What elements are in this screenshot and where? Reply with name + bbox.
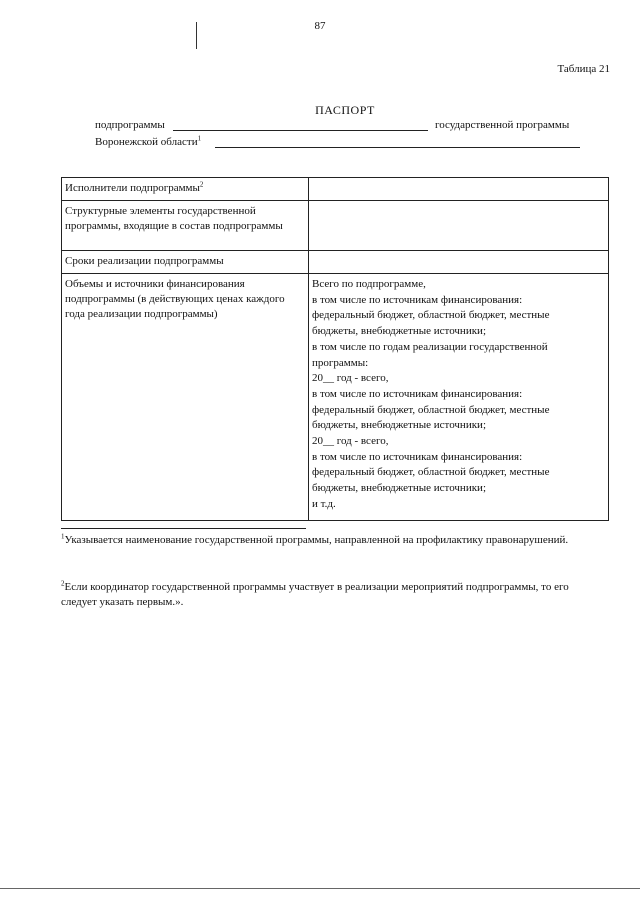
footnote-mark: 2 [61,579,65,588]
footnote-text: Если координатор государственной программы участвует в реализации мероприятий подпрограммы, то его следует указать первым.». [61,581,569,608]
footnote-ref-1: 1 [197,134,202,143]
financing-line: федеральный бюджет, областной бюджет, местные [312,466,550,479]
financing-label: Объемы и источники финансирования подпрограммы (в действующих ценах каждого года реализации подпрограммы) [65,278,285,320]
table-row-timeline [62,251,608,274]
passport-table [61,177,609,521]
footnote-separator [61,528,306,529]
program-name-blank[interactable] [215,136,580,148]
financing-line: в том числе по источникам финансирования: [312,450,523,463]
financing-line: в том числе по источникам финансирования: [312,387,523,400]
region-label: Воронежской области$^1$ [95,134,202,148]
table-label: Таблица 21 [557,63,610,75]
financing-line: 20__ год - всего, [312,372,389,385]
footnote-text: Указывается наименование государственной программы, направленной на профилактику правонарушений. [64,534,569,546]
page-number: 87 [314,20,326,32]
document-title: ПАСПОРТ [315,103,375,117]
timeline-label: Сроки реализации подпрограммы [65,255,224,267]
financing-value [312,277,604,513]
footnote-ref-2: 2 [199,180,204,189]
financing-line: программы: [312,356,369,369]
table-row-structural-elements [62,201,608,251]
footnote-2 [61,580,601,610]
table-row-executors [62,178,608,201]
margin-mark [196,22,197,49]
structural-elements-label: Структурные элементы государственной программы, входящие в состав подпрограммы [65,205,283,232]
financing-line: в том числе по годам реализации государственной [312,340,548,353]
financing-line: бюджеты, внебюджетные источники; [312,482,486,495]
footnote-mark: 1 [61,532,65,541]
financing-line: Всего по подпрограмме, [312,278,426,290]
state-program-suffix: государственной программы [435,119,570,131]
financing-line: бюджеты, внебюджетные источники; [312,419,486,432]
footnote-1 [61,533,601,548]
subprogram-prefix: подпрограммы [95,119,165,131]
financing-line: федеральный бюджет, областной бюджет, местные [312,403,550,416]
financing-line: федеральный бюджет, областной бюджет, местные [312,309,550,322]
executors-label: Исполнители подпрограммы$^2$ [65,180,204,194]
financing-line: бюджеты, внебюджетные источники; [312,325,486,338]
page-bottom-edge [0,888,640,889]
subprogram-name-blank[interactable] [173,119,428,131]
financing-line: и т.д. [312,497,336,510]
table-row-financing [62,274,608,520]
financing-line: в том числе по источникам финансирования: [312,293,523,306]
financing-line: 20__ год - всего, [312,435,389,448]
